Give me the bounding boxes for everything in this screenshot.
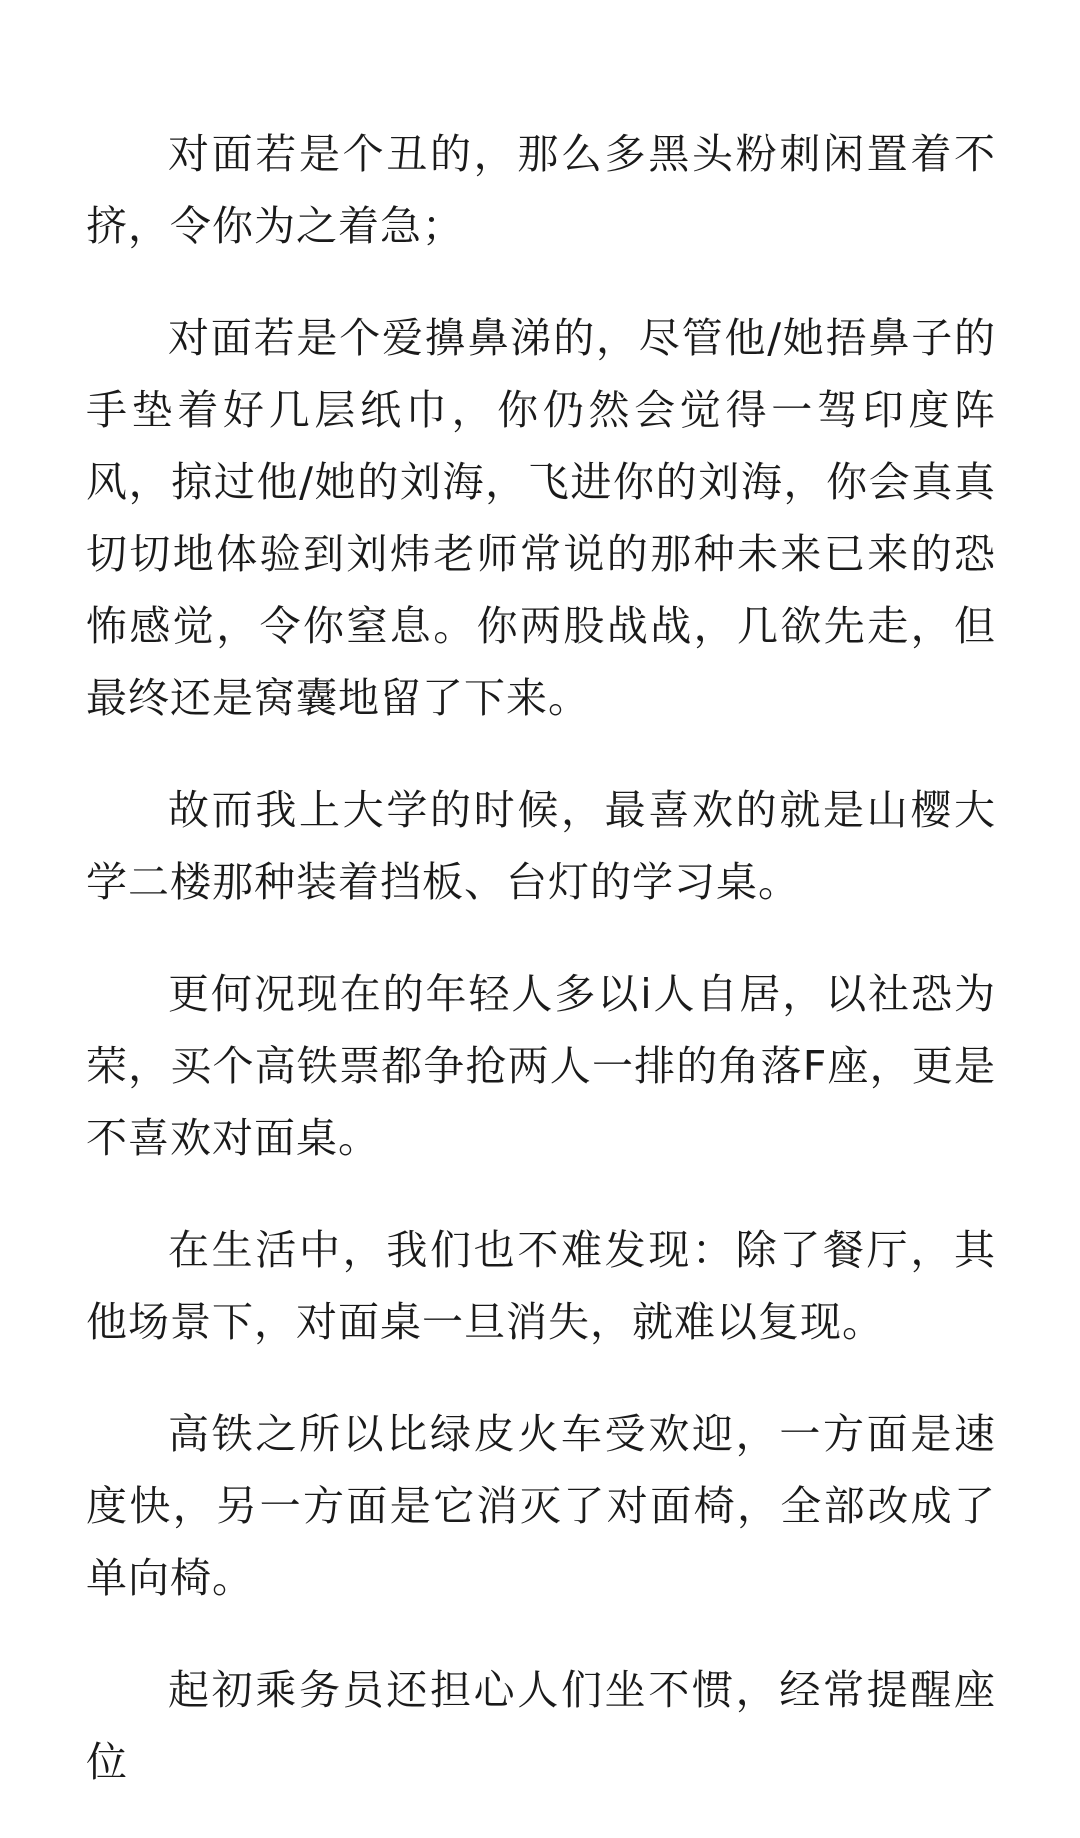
article-body (86, 118, 996, 1838)
paragraph-1: 对面若是个丑的，那么多黑头粉刺闲置着不挤，令你为之着急； (86, 130, 996, 250)
paragraph-6: 高铁之所以比绿皮火车受欢迎，一方面是速度快，另一方面是它消灭了对面椅，全部改成了单向椅。 (86, 1410, 996, 1602)
paragraph-2: 对面若是个爱擤鼻涕的，尽管他/她捂鼻子的手垫着好几层纸巾，你仍然会觉得一驾印度阵风，掠过他/她的刘海，飞进你的刘海，你会真真切切地体验到刘炜老师常说的那种未来已来的恐怖感觉，令你窒息。你两股战战，几欲先走，但最终还是窝囊地留了下来。 (86, 314, 996, 722)
paragraph-3: 故而我上大学的时候，最喜欢的就是山樱大学二楼那种装着挡板、台灯的学习桌。 (86, 786, 996, 906)
paragraph-7: 起初乘务员还担心人们坐不惯，经常提醒座位 (86, 1666, 996, 1786)
paragraph-4: 更何况现在的年轻人多以i人自居，以社恐为荣，买个高铁票都争抢两人一排的角落F座，更是不喜欢对面桌。 (86, 970, 996, 1162)
paragraph-5: 在生活中，我们也不难发现：除了餐厅，其他场景下，对面桌一旦消失，就难以复现。 (86, 1226, 996, 1346)
